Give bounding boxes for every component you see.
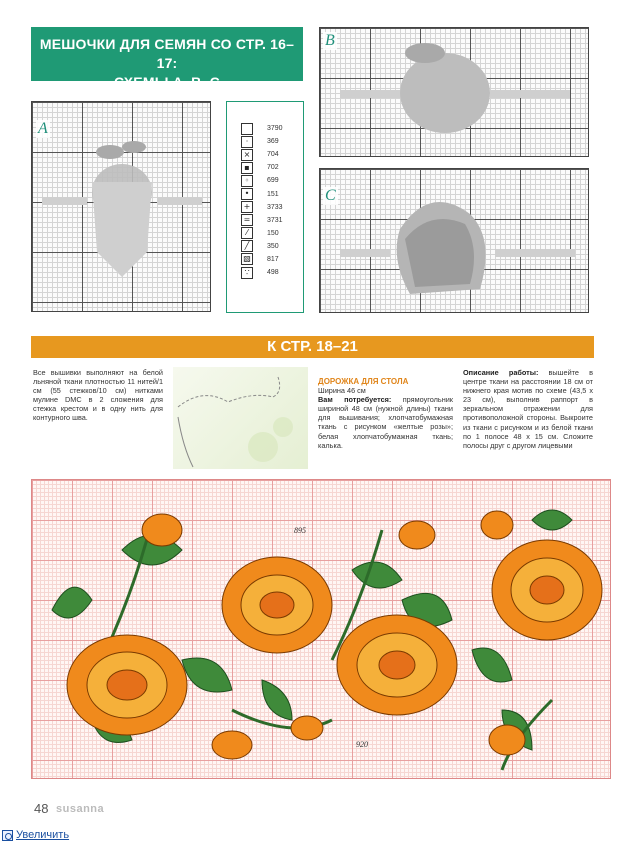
materials-text: прямоугольник шириной 48 см (нужной длины) ткани для вышивания; хлопчатобумажная ткань с рисунком «желтые розы»; белая хлопчатобумажная ткань; калька.: [318, 395, 453, 450]
charts-title-line1: МЕШОЧКИ ДЛЯ СЕМЯН СО СТР. 16–17:: [39, 36, 295, 71]
legend-code: 699: [267, 177, 279, 185]
legend-code: 498: [267, 269, 279, 277]
legend-row: [241, 201, 303, 214]
legend-swatch-icon: +: [241, 201, 253, 213]
legend-code: 704: [267, 151, 279, 159]
legend-row: [241, 214, 303, 227]
charts-title-banner: [31, 27, 303, 90]
legend-row: [241, 227, 303, 240]
chart-b: [319, 27, 589, 157]
instructions-label: Описание работы:: [463, 368, 539, 377]
legend-swatch-icon: =: [241, 214, 253, 226]
legend-row: [241, 253, 303, 266]
chart-a: [31, 101, 211, 312]
legend-code: 817: [267, 255, 279, 263]
legend-code: 3733: [267, 203, 283, 211]
legend-swatch-icon: ∵: [241, 267, 253, 279]
chart-b-label: B: [325, 32, 335, 49]
runner-title: ДОРОЖКА ДЛЯ СТОЛА: [318, 377, 409, 386]
legend-swatch-icon: ╱: [241, 240, 253, 252]
legend-code: 702: [267, 164, 279, 172]
intro-text: Все вышивки выполняют на белой льняной ткани плотностью 11 нитей/1 см (55 стежков/10 см) нитками мулине DMC в 2 сложения для стежка крестом и в одну нить для контурного шва.: [33, 368, 163, 423]
legend-code: 3731: [267, 216, 283, 224]
legend-code: 150: [267, 229, 279, 237]
instructions-text: вышейте в центре ткани на расстоянии 18 см от нижнего края мотив по схеме (43,5 x 23 см), выполнив раппорт в зеркальном отражении для противоположной стороны. Выкроите из ткани с рисунком и из белой ткани по 1 полосе 48 x 15 см. Сложите полосы друг с другом лицевыми: [463, 368, 593, 450]
legend-swatch-icon: ×: [241, 149, 253, 161]
rose-cross-stitch-chart: [31, 479, 611, 779]
legend-row: [241, 266, 303, 279]
runner-sketch-drawing: [173, 367, 308, 469]
section-heading: К СТР. 18–21: [31, 336, 594, 358]
legend-swatch-icon: •: [241, 188, 253, 200]
color-key-legend: [226, 101, 304, 313]
rose-motif-drawing: [32, 480, 611, 779]
chart-a-label: A: [38, 120, 48, 137]
legend-swatch-icon: ▧: [241, 253, 253, 265]
legend-row: [241, 135, 303, 148]
legend-swatch-icon: ⁄: [241, 227, 253, 239]
legend-row: [241, 240, 303, 253]
zoom-link[interactable]: [2, 829, 69, 841]
legend-code: 3790: [267, 125, 283, 133]
legend-code: 369: [267, 138, 279, 146]
chart-c-motif: [320, 169, 589, 313]
legend-row: [241, 187, 303, 200]
legend-swatch-icon: ▪: [241, 162, 253, 174]
intro-paragraph: [33, 368, 163, 423]
legend-row: [241, 148, 303, 161]
runner-sketch-illustration: [173, 367, 308, 469]
legend-swatch-icon: [241, 123, 253, 135]
runner-width: Ширина 46 см: [318, 386, 366, 396]
callout-920: 920: [356, 740, 368, 749]
legend-row: [241, 161, 303, 174]
legend-swatch-icon: ◦: [241, 175, 253, 187]
legend-swatch-icon: ·: [241, 136, 253, 148]
callout-895: 895: [294, 526, 306, 535]
runner-materials: [318, 395, 453, 450]
chart-a-motif: [32, 102, 211, 312]
magazine-brand: susanna: [56, 803, 105, 815]
runner-materials-column: [318, 377, 453, 450]
legend-row: [241, 174, 303, 187]
legend-code: 350: [267, 242, 279, 250]
runner-instructions-column: [463, 368, 593, 450]
magnifier-icon[interactable]: [2, 830, 13, 841]
charts-title-line2: СХЕМЫ А, В, С: [113, 74, 220, 90]
legend-row: [241, 122, 303, 135]
chart-c-label: C: [325, 187, 336, 204]
page-number: 48: [34, 801, 49, 816]
chart-b-motif: [320, 28, 589, 157]
zoom-link-text[interactable]: Увеличить: [16, 829, 70, 841]
legend-code: 151: [267, 190, 279, 198]
chart-c: [319, 168, 589, 313]
materials-label: Вам потребуется:: [318, 395, 392, 405]
